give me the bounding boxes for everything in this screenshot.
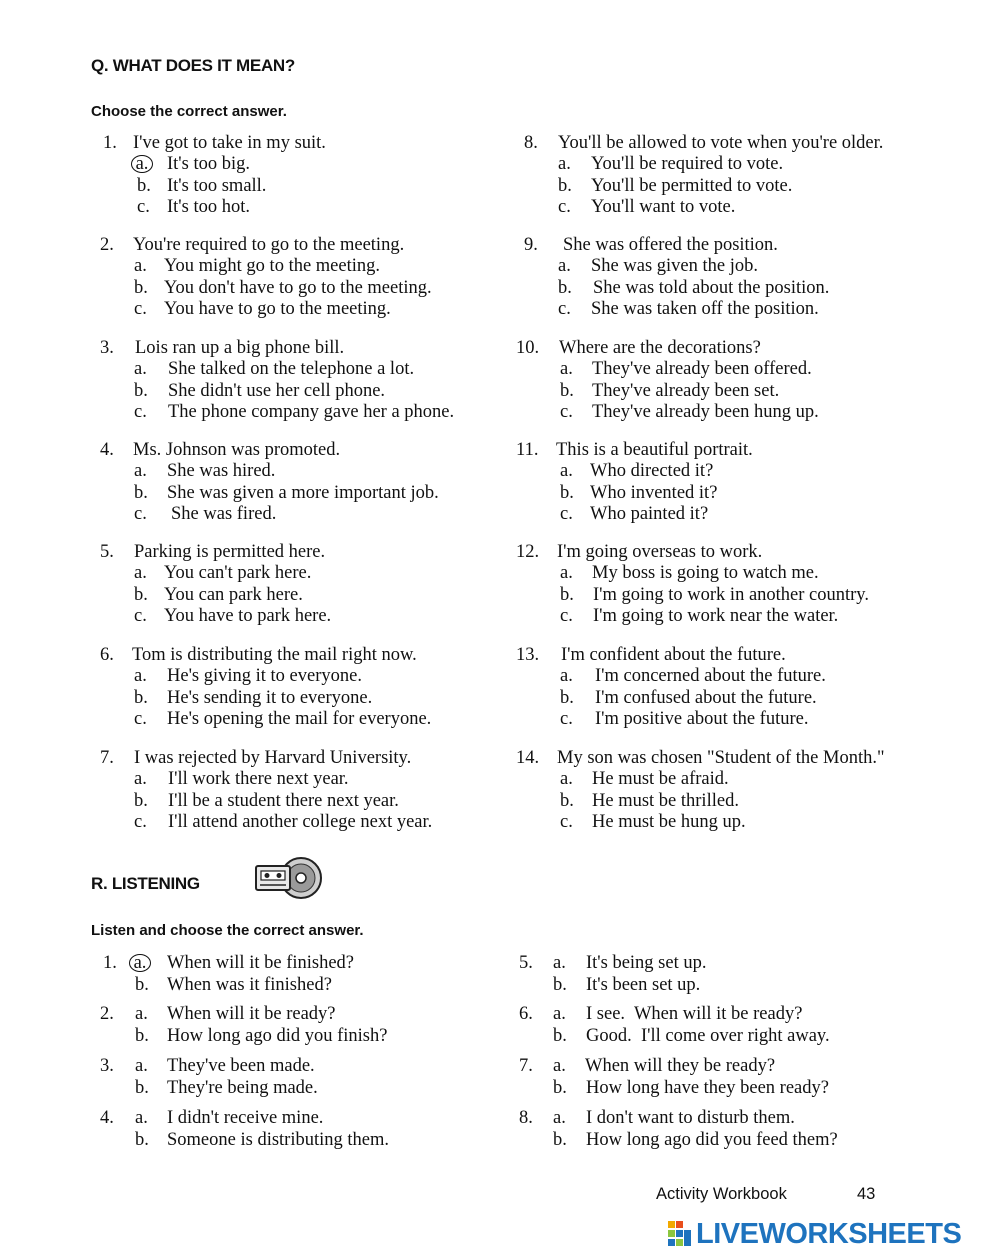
question-number: 2. [100,235,114,255]
question-number: 7. [100,748,114,768]
option-letter[interactable]: a. [558,256,571,277]
option-text: Who painted it? [590,503,709,524]
question-number: 11. [516,440,539,460]
option-text: It's been set up. [586,974,701,995]
option-letter[interactable]: a. [560,563,573,584]
option-text: How long ago did you finish? [167,1025,388,1046]
option-text: When will they be ready? [585,1056,776,1076]
item-number: 6. [519,1004,533,1024]
option-text: You'll be required to vote. [591,154,784,175]
item-number: 5. [519,953,533,973]
option-letter[interactable]: a. [560,666,573,687]
option-text: You have to go to the meeting. [164,298,391,319]
option-letter[interactable]: b. [135,1025,149,1046]
option-letter[interactable]: a. [134,563,147,584]
question-stem: I was rejected by Harvard University. [134,748,412,768]
section-q-instruction: Choose the correct answer. [91,103,287,120]
option-text: She was given the job. [591,256,758,277]
option-letter[interactable]: a. [560,359,573,380]
option-text: I see. When will it be ready? [586,1004,803,1024]
option-text: My boss is going to watch me. [592,563,819,584]
question-stem: I've got to take in my suit. [133,133,326,153]
option-letter[interactable]: c. [134,503,147,524]
item-number: 1. [103,953,117,973]
option-text: How long have they been ready? [586,1077,829,1098]
option-letter[interactable]: b. [558,175,572,196]
liveworksheets-brand[interactable]: LIVEWORKSHEETS [696,1218,962,1250]
question-number: 9. [524,235,538,255]
section-r-title: R. LISTENING [91,874,200,893]
option-text: I didn't receive mine. [167,1108,324,1128]
option-letter[interactable]: c. [560,605,573,626]
option-letter[interactable]: a. [134,666,147,687]
option-text: You'll be permitted to vote. [591,175,793,196]
option-letter[interactable]: b. [560,584,574,605]
option-letter[interactable]: a. [560,769,573,790]
option-letter[interactable]: c. [560,503,573,524]
option-text: He's sending it to everyone. [167,687,373,708]
option-text: He must be thrilled. [592,790,739,811]
question-number: 3. [100,338,114,358]
option-text: She was taken off the position. [591,298,819,319]
option-text: The phone company gave her a phone. [168,401,455,422]
option-letter[interactable]: c. [134,708,147,729]
option-text: You can park here. [164,584,303,605]
option-letter-circled[interactable] [134,953,151,975]
question-stem: I'm confident about the future. [561,645,786,665]
option-letter[interactable]: a. [135,1108,148,1128]
option-letter[interactable]: b. [553,1077,567,1098]
question-stem: Ms. Johnson was promoted. [133,440,341,460]
option-letter[interactable]: c. [134,298,147,319]
option-text: It's being set up. [586,953,707,973]
option-text: Who directed it? [590,461,714,482]
option-letter[interactable]: a. [553,1056,566,1076]
option-text: They've already been offered. [592,359,812,380]
question-number: 10. [516,338,540,358]
option-text: I'm concerned about the future. [595,666,826,687]
option-letter[interactable]: b. [558,277,572,298]
cassette-cd-icon [254,856,324,900]
option-letter[interactable]: b. [134,687,148,708]
option-letter[interactable]: a. [553,1108,566,1128]
option-letter[interactable]: a. [135,1056,148,1076]
option-letter[interactable]: b. [560,482,574,503]
option-text: She was hired. [167,461,276,482]
item-number: 2. [100,1004,114,1024]
option-letter[interactable]: b. [134,584,148,605]
option-text: He's giving it to everyone. [167,666,362,687]
option-letter[interactable]: c. [560,708,573,729]
option-text: I'm positive about the future. [595,708,809,729]
option-text: She talked on the telephone a lot. [168,359,415,380]
option-letter[interactable]: c. [134,605,147,626]
option-text: He must be hung up. [592,811,746,832]
question-stem: You'll be allowed to vote when you're older. [558,133,884,153]
option-letter[interactable]: a. [134,461,147,482]
answer-circle: a. [131,155,153,173]
option-text: They've already been set. [592,380,780,401]
option-text: When will it be ready? [167,1004,336,1024]
option-text: They're being made. [167,1077,318,1098]
option-letter[interactable]: c. [560,401,573,422]
option-letter[interactable]: b. [135,974,149,995]
question-number: 14. [516,748,540,768]
option-text: Someone is distributing them. [167,1129,389,1150]
question-number: 1. [103,133,117,153]
option-text: You can't park here. [164,563,312,584]
option-letter[interactable]: b. [134,380,148,401]
option-letter[interactable]: a. [134,769,147,790]
question-number: 5. [100,542,114,562]
option-letter[interactable]: b. [135,1129,149,1150]
option-text: It's too small. [167,175,267,196]
option-letter[interactable]: a. [558,154,571,175]
option-text: It's too big. [167,154,250,175]
option-letter[interactable]: b. [560,380,574,401]
question-number: 13. [516,645,540,665]
question-stem: Lois ran up a big phone bill. [135,338,345,358]
option-text: Who invented it? [590,482,718,503]
option-text: She was given a more important job. [167,482,439,503]
item-number: 7. [519,1056,533,1076]
option-letter[interactable]: c. [560,811,573,832]
question-number: 8. [524,133,538,153]
option-letter[interactable]: a. [135,1004,148,1024]
option-text: How long ago did you feed them? [586,1129,838,1150]
question-stem: This is a beautiful portrait. [556,440,753,460]
option-text: I'll attend another college next year. [168,811,433,832]
option-text: She was fired. [171,503,277,524]
option-letter[interactable]: b. [134,482,148,503]
option-text: I'm going to work in another country. [593,584,869,605]
option-text: It's too hot. [167,196,250,217]
workbook-label: Activity Workbook [656,1185,787,1203]
option-letter[interactable]: c. [137,196,150,217]
option-letter[interactable]: c. [558,196,571,217]
option-letter[interactable]: c. [134,401,147,422]
option-text: They've already been hung up. [592,401,819,422]
question-stem: You're required to go to the meeting. [133,235,405,255]
section-q-title: Q. WHAT DOES IT MEAN? [91,56,295,75]
option-text: They've been made. [167,1056,315,1076]
item-number: 4. [100,1108,114,1128]
option-letter[interactable]: b. [560,687,574,708]
question-stem: Where are the decorations? [559,338,761,358]
question-number: 6. [100,645,114,665]
option-text: You'll want to vote. [591,196,736,217]
option-letter[interactable]: a. [553,1004,566,1024]
question-number: 12. [516,542,540,562]
option-text: Good. I'll come over right away. [586,1025,830,1046]
option-letter[interactable]: b. [134,790,148,811]
option-text: You don't have to go to the meeting. [164,277,432,298]
option-letter[interactable]: b. [553,1025,567,1046]
option-letter[interactable]: b. [135,1077,149,1098]
option-text: He's opening the mail for everyone. [167,708,432,729]
option-text: I'm going to work near the water. [593,605,839,626]
item-number: 3. [100,1056,114,1076]
option-letter[interactable]: b. [553,1129,567,1150]
option-text: When was it finished? [167,974,332,995]
option-text: You might go to the meeting. [164,256,381,277]
option-text: I'm confused about the future. [595,687,817,708]
option-letter[interactable]: b. [137,175,151,196]
answer-circle: a. [129,954,151,972]
option-letter[interactable]: a. [134,256,147,277]
option-text: She didn't use her cell phone. [168,380,386,401]
option-letter[interactable]: a. [553,953,566,973]
option-text: He must be afraid. [592,769,729,790]
section-r-instruction: Listen and choose the correct answer. [91,922,364,939]
option-text: When will it be finished? [167,953,355,973]
option-text: I don't want to disturb them. [586,1108,795,1128]
option-letter-circled[interactable] [137,154,153,175]
liveworksheets-logo-icon [668,1221,692,1247]
option-letter[interactable]: c. [134,811,147,832]
option-text: You have to park here. [164,605,332,626]
page-number: 43 [857,1185,876,1203]
question-stem: She was offered the position. [563,235,778,255]
question-number: 4. [100,440,114,460]
option-letter[interactable]: a. [134,359,147,380]
question-stem: I'm going overseas to work. [557,542,763,562]
question-stem: My son was chosen "Student of the Month." [557,748,885,768]
option-text: I'll work there next year. [168,769,349,790]
option-letter[interactable]: b. [560,790,574,811]
option-letter[interactable]: a. [560,461,573,482]
option-text: She was told about the position. [593,277,830,298]
item-number: 8. [519,1108,533,1128]
option-letter[interactable]: b. [134,277,148,298]
option-letter[interactable]: b. [553,974,567,995]
option-letter[interactable]: c. [558,298,571,319]
question-stem: Parking is permitted here. [134,542,326,562]
option-text: I'll be a student there next year. [168,790,399,811]
question-stem: Tom is distributing the mail right now. [132,645,417,665]
